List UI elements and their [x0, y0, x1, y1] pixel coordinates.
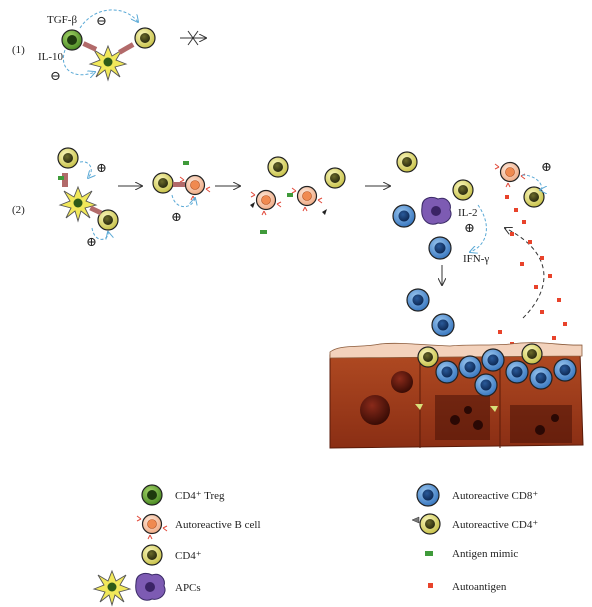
- legend-autoag-swatch: [428, 583, 433, 588]
- stage-a-apc: [60, 187, 96, 221]
- synapse-treg-apc: [82, 41, 97, 51]
- synapse-cd4-apc: [118, 42, 134, 54]
- legend: [94, 484, 538, 605]
- stage-e-bcell: [495, 163, 525, 188]
- panel-2: [12, 148, 583, 448]
- mimic-antigen-4: [287, 193, 293, 197]
- panel-1: [12, 10, 206, 83]
- stage-c-bcell-right: [292, 187, 322, 212]
- stage-b-loop: [172, 195, 195, 207]
- migrating-cd8-1: [407, 289, 429, 311]
- inhibit-sign-top: ⊖: [96, 13, 107, 28]
- legend-treg-label: CD4⁺ Treg: [175, 490, 225, 502]
- stage-a-plus-bottom: ⊕: [86, 234, 97, 249]
- infiltrating-cd8-4: [506, 361, 528, 383]
- legend-cd8-swatch: [417, 484, 439, 506]
- mimic-antigen-3: [260, 230, 267, 234]
- autoantigen-dots: [498, 195, 576, 352]
- stage-d-cd4-top: [397, 152, 417, 172]
- infiltrating-cd8-1: [436, 361, 458, 383]
- legend-cd4auto-receptor: [412, 517, 419, 523]
- tissue-nucleus-1: [360, 395, 390, 425]
- ifn-gamma-label: IFN-γ: [463, 253, 490, 265]
- il10-label: IL-10: [38, 51, 64, 63]
- stage-a-loop-top: [80, 162, 91, 178]
- stage-a-plus-top: ⊕: [96, 160, 107, 175]
- legend-bcell-label: Autoreactive B cell: [175, 519, 261, 531]
- stage-b-cd4: [153, 173, 173, 193]
- infiltrating-cd8-5: [530, 367, 552, 389]
- legend-apc-label: APCs: [175, 582, 201, 594]
- infiltrating-cd8-3: [482, 349, 504, 371]
- stage-d-plus: ⊕: [464, 220, 475, 235]
- feedback-arrow: [505, 228, 544, 318]
- stage-a-synapse-bottom: [89, 206, 102, 216]
- legend-treg-swatch: [142, 485, 162, 505]
- legend-apc-yellow-swatch: [94, 571, 130, 605]
- stage-d-cd4-right: [453, 180, 473, 200]
- inhibit-arrow-left: [63, 50, 95, 75]
- tissue-block: [330, 343, 583, 448]
- panel-2-number: (2): [12, 204, 25, 216]
- inhibit-sign-left: ⊖: [50, 68, 61, 83]
- stage-e-plus: ⊕: [541, 159, 552, 174]
- endothelium: [330, 343, 582, 358]
- migrating-cd8-2: [432, 314, 454, 336]
- stage-b-synapse: [173, 182, 185, 187]
- mimic-antigen-2: [183, 161, 189, 165]
- legend-autoag-label: Autoantigen: [452, 581, 507, 593]
- infiltrating-cd8-2: [459, 356, 481, 378]
- stage-c-cd4-right: [325, 168, 345, 188]
- stage-b-bcell: [180, 176, 210, 201]
- stage-c-cd4-left: [268, 157, 288, 177]
- inhibit-arrow-top: [80, 10, 138, 28]
- legend-apc-purple-swatch: [136, 574, 165, 601]
- legend-cd4auto-label: Autoreactive CD4⁺: [452, 519, 539, 531]
- mimic-antigen-1: [58, 176, 64, 180]
- legend-bcell-swatch: [137, 515, 167, 540]
- stage-d-cd8-left: [393, 205, 415, 227]
- infiltrating-cd8-7: [475, 374, 497, 396]
- infiltrating-cd4-1: [418, 347, 438, 367]
- cd4-cell: [135, 28, 155, 48]
- stage-c-bcell-left: [251, 191, 281, 216]
- stage-d-apc-purple: [422, 198, 451, 225]
- stage-b-plus: ⊕: [171, 209, 182, 224]
- infiltrating-cd4-2: [522, 344, 542, 364]
- infiltrating-cd8-6: [554, 359, 576, 381]
- stage-a-cd4-top: [58, 148, 78, 168]
- damaged-cell-2: [510, 405, 572, 443]
- stage-d-cd8-bottom: [429, 237, 451, 259]
- legend-cd4-swatch: [142, 545, 162, 565]
- tgf-beta-label: TGF-β: [47, 14, 78, 26]
- legend-mimic-swatch: [425, 551, 433, 556]
- legend-mimic-label: Antigen mimic: [452, 548, 519, 560]
- tissue-nucleus-2: [391, 371, 413, 393]
- panel-1-number: (1): [12, 44, 25, 56]
- legend-cd8-label: Autoreactive CD8⁺: [452, 490, 539, 502]
- legend-cd4-label: CD4⁺: [175, 550, 202, 562]
- il2-label: IL-2: [458, 207, 478, 219]
- treg-cell: [62, 30, 82, 50]
- legend-cd4auto-swatch: [420, 514, 440, 534]
- damaged-cell-1: [435, 395, 490, 440]
